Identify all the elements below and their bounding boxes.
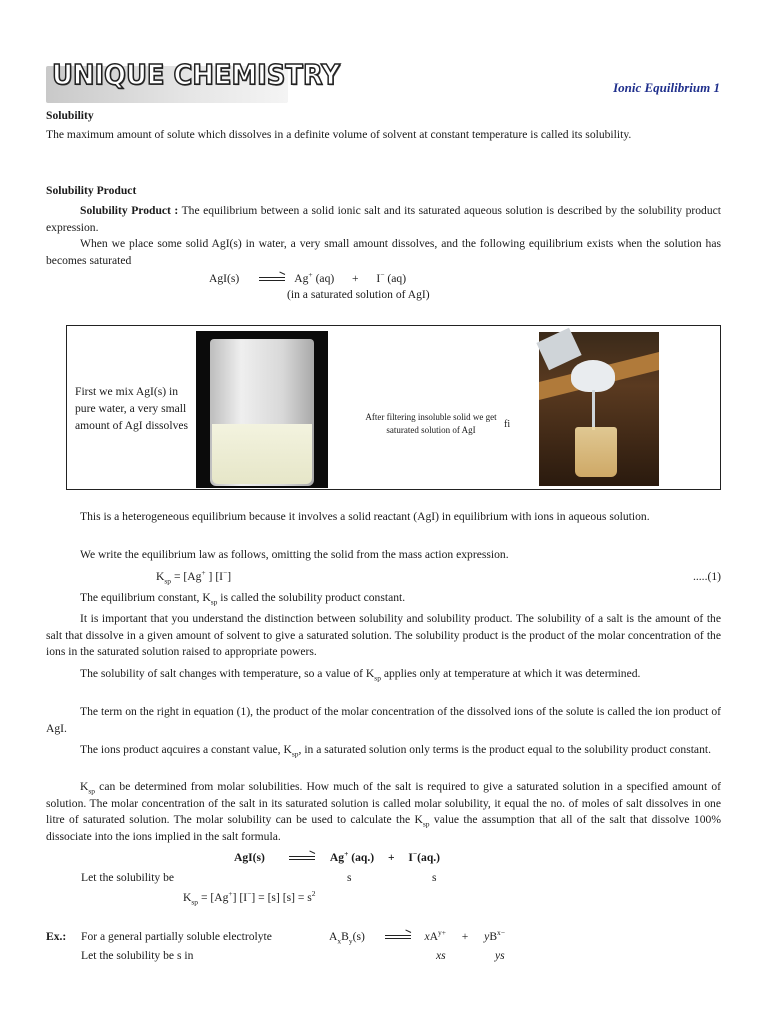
equilibrium-arrow-icon [385, 933, 411, 941]
ksp-s-squared [183, 890, 316, 907]
ion-product-paragraph: The term on the right in equation (1), the product of the molar concentration of the dissolved ions of the solute is called the ion product of AgI. [46, 705, 721, 735]
term: Solubility Product : [80, 204, 179, 217]
agi-paragraph: When we place some solid AgI(s) in water, a very small amount dissolves, and the following equilibrium exists when the solution has becomes saturated [46, 237, 721, 267]
ksp2-c: ] [I [232, 891, 248, 904]
ksp2-sub: sp [191, 897, 199, 907]
heterogeneous-paragraph: This is a heterogeneous equilibrium because it involves a solid reactant (AgI) in equilibrium with ions in aqueous solution. [80, 510, 650, 523]
sp-sub: sp [88, 786, 96, 796]
eq-reactant: AgI(s) [209, 272, 240, 285]
ex-prod-x: x [424, 930, 430, 943]
ksp-eq: = [Ag [171, 570, 202, 583]
example-let-solubility: Let the solubility be s in [81, 949, 194, 962]
solubility-s-ag: s [347, 871, 352, 884]
eq-plus: + [352, 272, 359, 285]
ksp-sup2: − [223, 568, 228, 578]
agi-bold-equation [234, 850, 440, 867]
general-electrolyte-equation [329, 929, 505, 946]
eq-note: (in a saturated solution of AgI) [287, 288, 430, 301]
solubility-heading: Solubility [46, 109, 94, 122]
p8c: value the assumption that all of the salt that dissolve 100% dissociate into the ions implied in the salt formula. [46, 813, 721, 843]
figure-caption-left: First we mix AgI(s) in pure water, a very small amount of AgI dissolves [75, 385, 189, 432]
definition-text: The equilibrium between a solid ionic salt and its saturated aqueous solution is described by the solubility product expression. [46, 204, 721, 234]
stray-text: fi [504, 419, 511, 430]
p5a: The solubility of salt changes with temperature, so a value of K [80, 667, 375, 680]
unique-chemistry-logo [46, 58, 340, 103]
p3b: is called the solubility product constant. [217, 591, 406, 604]
let-solubility-label: Let the solubility be [81, 871, 175, 884]
eq2-ag-state: (aq.) [348, 851, 375, 864]
eq2-reactant: AgI(s) [234, 851, 265, 864]
eq-i: I [376, 272, 381, 285]
p7b: , in a saturated solution only terms is the product equal to the solubility product constant. [298, 743, 711, 756]
p5b: applies only at temperature at which it was determined. [380, 667, 641, 680]
p8b: can be determined from molar solubilities. How much of the salt is required to give a saturated solution in a specified amount of solution. The molar concentration of the salt in its saturated solution is called molar solubility, it equal the no. of moles of salt dissolves in one litre of saturated solution. The molar solubility can be used to calculate the K [46, 780, 721, 826]
ex-prod-a: A [429, 930, 438, 943]
solubility-s-i: s [432, 871, 437, 884]
logo-text: UNIQUE CHEMISTRY [52, 58, 340, 91]
ksp-sup: + [201, 568, 206, 578]
eq2-ag: Ag [329, 851, 345, 864]
solubility-product-definition [46, 203, 721, 236]
temperature-paragraph [46, 666, 721, 683]
ex-b: B [341, 930, 349, 943]
molar-solubility-paragraph [46, 779, 721, 845]
beaker-liquid [212, 424, 312, 484]
equilibrium-constant-paragraph [46, 590, 721, 607]
filtrate-beaker [575, 427, 617, 477]
beaker-photo [196, 331, 328, 488]
chapter-title: Ionic Equilibrium 1 [613, 80, 720, 95]
ksp2-sup: + [228, 889, 233, 899]
sp-sub: sp [291, 749, 299, 759]
agi-equilibrium-equation [209, 271, 406, 288]
filtration-photo [539, 332, 659, 486]
example-text: For a general partially soluble electrolyte [81, 930, 272, 943]
eq-ag-state: (aq) [315, 272, 335, 285]
sp-sub: sp [374, 673, 381, 683]
p7a: The ions product aqcuires a constant value, K [80, 743, 292, 756]
ex-plus: + [461, 930, 469, 943]
eq2-ag-sup: + [344, 849, 349, 859]
example-ys: ys [495, 949, 505, 962]
eq-ag: Ag [294, 272, 309, 285]
ksp-sub: sp [164, 576, 172, 586]
example-xs: xs [436, 949, 446, 962]
ex-prod-xsup: x− [497, 928, 506, 938]
equation-number: .....(1) [692, 570, 721, 583]
ksp2-square: 2 [311, 889, 316, 899]
equilibrium-arrow-icon [259, 275, 285, 283]
eq-i-charge: − [380, 270, 385, 280]
sp-sub: sp [422, 819, 430, 829]
ksp2-b: = [Ag [198, 891, 229, 904]
ex-prod-ysup: y+ [438, 928, 446, 938]
ksp2-k: K [183, 891, 192, 904]
ex-y: y [348, 936, 353, 946]
ksp2-sup2: − [247, 889, 252, 899]
ex-x: x [337, 936, 342, 946]
eq2-i-sup: − [412, 849, 418, 859]
ksp-rest: ] [I [205, 570, 224, 583]
pouring-beaker [536, 328, 581, 370]
solubility-product-heading: Solubility Product [46, 184, 137, 197]
ksp-expression [156, 569, 231, 586]
ksp2-d: ] = [s] [s] = s [251, 891, 312, 904]
ions-product-paragraph [46, 742, 721, 759]
ex-a: A [329, 930, 338, 943]
ksp-k: K [156, 570, 165, 583]
p3a: The equilibrium constant, K [80, 591, 211, 604]
eq2-i-state: (aq.) [417, 851, 441, 864]
ksp-end: ] [227, 570, 232, 583]
ex-prod-y: y [484, 930, 490, 943]
equilibrium-law-paragraph: We write the equilibrium law as follows, omitting the solid from the mass action expression. [80, 548, 509, 561]
eq2-i: I [408, 851, 413, 864]
example-label: Ex.: [46, 930, 67, 943]
distinction-paragraph: It is important that you understand the distinction between solubility and solubility product. The solubility of a salt is the amount of the salt that dissolve in a given amount of solvent to give a saturated solution. The solubility product is the product of the molar concentration of the ions in the saturated solution raised to appropriate powers. [46, 612, 721, 658]
eq-i-state: (aq) [387, 272, 407, 285]
ex-prod-b: B [489, 930, 498, 943]
eq-ag-charge: + [308, 270, 313, 280]
sp-sub: sp [210, 597, 218, 607]
solubility-definition: The maximum amount of solute which dissolves in a definite volume of solvent at constant temperature is called its solubility. [46, 128, 632, 141]
eq2-plus: + [387, 851, 395, 864]
ex-s: (s) [352, 930, 365, 943]
funnel [571, 360, 615, 392]
funnel-stem [592, 390, 595, 430]
figure-caption-right: After filtering insoluble solid we get saturated solution of AgI [365, 412, 497, 435]
p8a: K [80, 780, 89, 793]
equilibrium-arrow-icon [289, 854, 315, 862]
